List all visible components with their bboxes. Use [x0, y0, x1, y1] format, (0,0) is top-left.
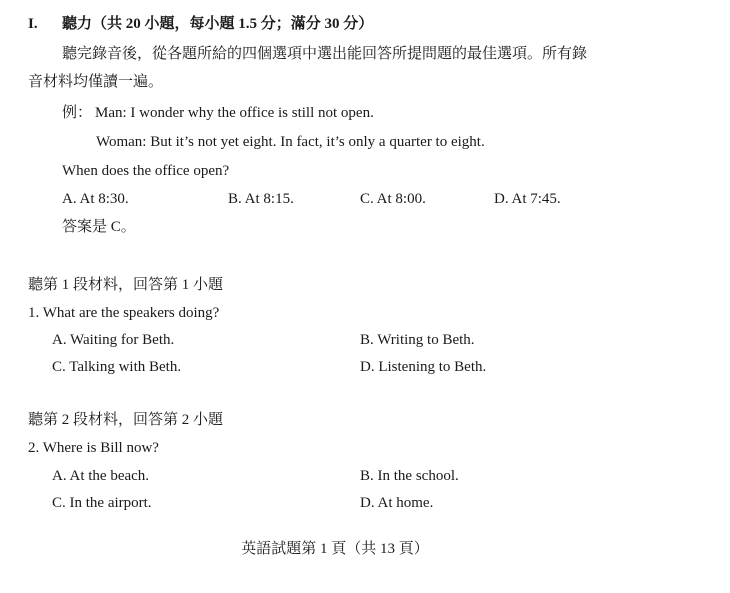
example-woman-line: Woman: But it’s not yet eight. In fact, it’s only a quarter to eight.: [96, 134, 485, 150]
instructions-line-1: 聽完錄音後，從各題所給的四個選項中選出能回答所提問題的最佳選項。所有錄: [62, 46, 588, 62]
question-2-option-b: B. In the school.: [360, 468, 459, 484]
question-2: 2. Where is Bill now?: [28, 440, 159, 456]
question-1-option-b: B. Writing to Beth.: [360, 332, 475, 348]
example-option-d: D. At 7:45.: [494, 191, 561, 207]
section-title: 聽力（共 20 小題，每小題 1.5 分；滿分 30 分）: [62, 16, 374, 32]
question-2-option-a: A. At the beach.: [52, 468, 150, 484]
page-footer: 英語試題第 1 頁（共 13 頁）: [241, 541, 429, 557]
example-option-a: A. At 8:30.: [62, 191, 129, 207]
example-question: When does the office open?: [62, 163, 230, 179]
example-answer: 答案是 C。: [62, 219, 136, 235]
question-1-option-d: D. Listening to Beth.: [360, 359, 487, 375]
instructions-line-2: 音材料均僅讀一遍。: [28, 74, 164, 90]
example-man-line: Man: I wonder why the office is still not open.: [95, 105, 374, 121]
question-2-option-c: C. In the airport.: [52, 495, 152, 511]
question-1-option-c: C. Talking with Beth.: [52, 359, 182, 375]
question-2-option-d: D. At home.: [360, 495, 434, 511]
question-1: 1. What are the speakers doing?: [28, 305, 220, 321]
example-label: 例：: [62, 105, 93, 121]
example-option-c: C. At 8:00.: [360, 191, 426, 207]
question-1-option-a: A. Waiting for Beth.: [52, 332, 175, 348]
part-1-heading: 聽第 1 段材料，回答第 1 小題: [28, 277, 224, 293]
part-2-heading: 聽第 2 段材料，回答第 2 小題: [28, 412, 224, 428]
example-option-b: B. At 8:15.: [228, 191, 294, 207]
section-number: I.: [28, 16, 38, 32]
